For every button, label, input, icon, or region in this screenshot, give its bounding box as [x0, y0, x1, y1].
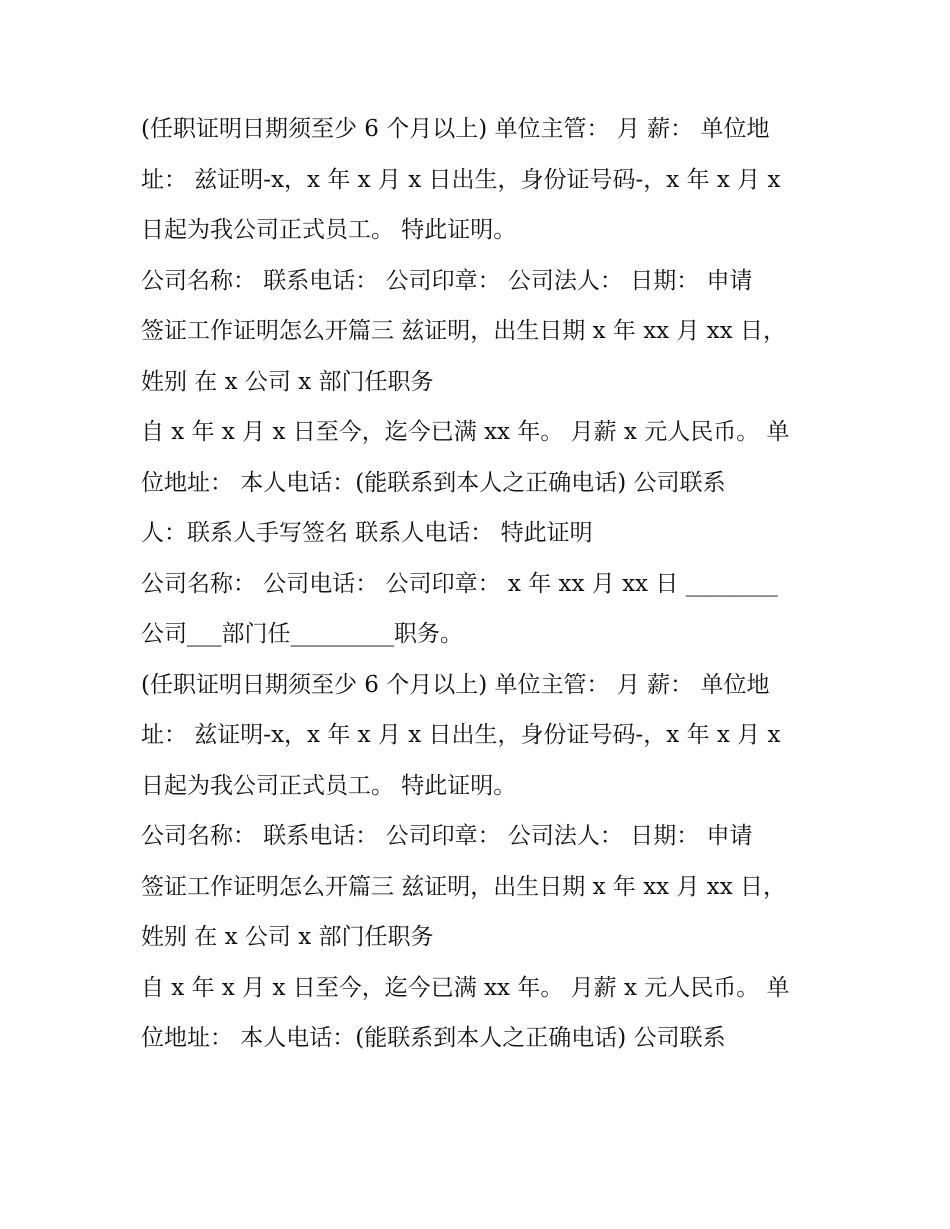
text-line: 日起为我公司正式员工。 特此证明。 — [141, 217, 517, 243]
text-line: 自 x 年 x 月 x 日至今，迄今已满 xx 年。 月薪 x 元人民币。 单 — [141, 974, 790, 1001]
text-line: 姓别 在 x 公司 x 部门任职务 — [141, 368, 434, 395]
text-line: 自 x 年 x 月 x 日至今，迄今已满 xx 年。 月薪 x 元人民币。 单 — [141, 419, 790, 445]
text-line: 日起为我公司正式员工。 特此证明。 — [141, 772, 517, 799]
text-line: 址： 兹证明-x，x 年 x 月 x 日出生，身份证号码-，x 年 x 月 x — [141, 722, 781, 748]
text-line: (任职证明日期须至少 6 个月以上) 单位主管： 月 薪： 单位地 — [141, 671, 770, 698]
text-line: 公司名称： 公司电话： 公司印章： x 年 xx 月 xx 日 ________ — [141, 570, 778, 597]
text-line: 公司名称： 联系电话： 公司印章： 公司法人： 日期： 申请 — [141, 823, 753, 849]
text-line: 公司___部门任_________职务。 — [141, 621, 463, 647]
text-line: 姓别 在 x 公司 x 部门任职务 — [141, 924, 434, 950]
text-line: 签证工作证明怎么开篇三 兹证明，出生日期 x 年 xx 月 xx 日， — [141, 318, 787, 344]
text-line: 公司名称： 联系电话： 公司印章： 公司法人： 日期： 申请 — [141, 267, 753, 294]
document-body — [141, 104, 821, 1064]
text-line: 签证工作证明怎么开篇三 兹证明，出生日期 x 年 xx 月 xx 日， — [141, 873, 787, 900]
text-line: (任职证明日期须至少 6 个月以上) 单位主管： 月 薪： 单位地 — [141, 116, 770, 142]
text-line: 位地址： 本人电话：(能联系到本人之正确电话) 公司联系 — [141, 469, 726, 496]
text-line: 址： 兹证明-x，x 年 x 月 x 日出生，身份证号码-，x 年 x 月 x — [141, 166, 781, 193]
text-line: 位地址： 本人电话：(能联系到本人之正确电话) 公司联系 — [141, 1025, 726, 1051]
text-line: 人：联系人手写签名 联系人电话： 特此证明 — [141, 520, 593, 546]
